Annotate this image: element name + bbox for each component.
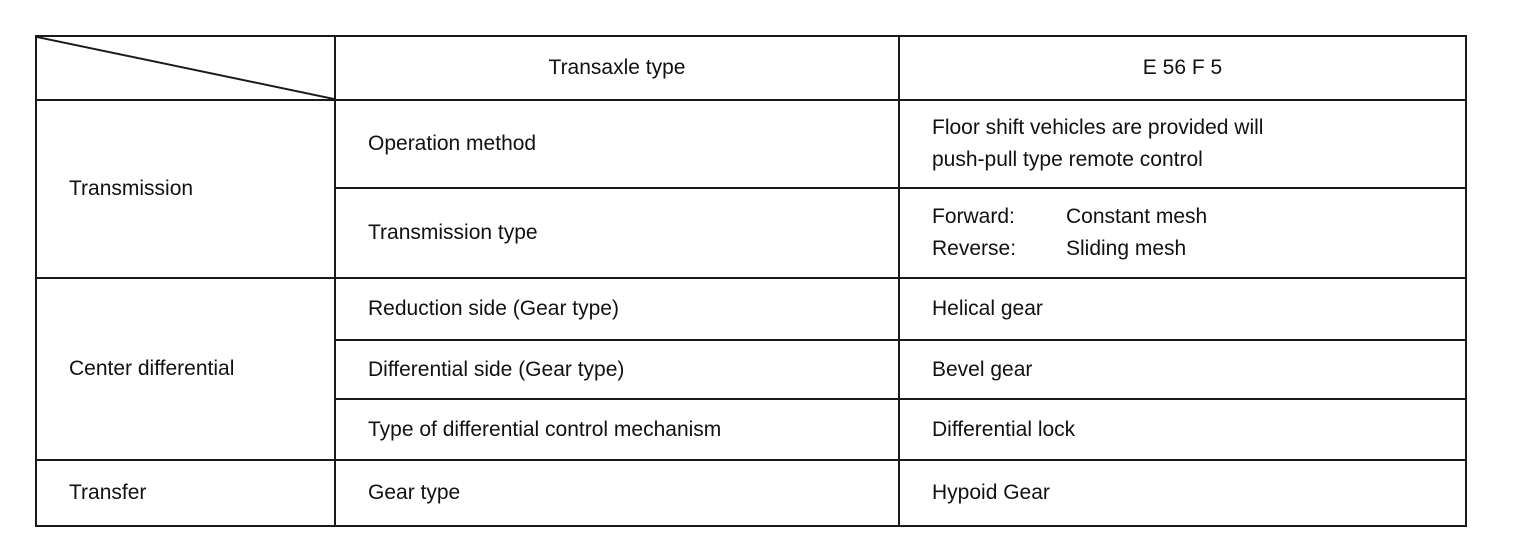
header-transaxle-type: Transaxle type	[335, 36, 899, 100]
reverse-key: Reverse:	[932, 237, 1017, 260]
row-label-differential-side: Differential side (Gear type)	[335, 340, 899, 399]
row-value-reduction-side: Helical gear	[899, 278, 1466, 340]
row-label-transfer-gear: Gear type	[335, 460, 899, 526]
table-row	[36, 278, 1466, 340]
group-transmission: Transmission	[36, 100, 335, 278]
reverse-pair	[932, 233, 1465, 265]
forward-value: Constant mesh	[1066, 205, 1208, 228]
row-label-transmission-type: Transmission type	[335, 188, 899, 278]
table-row	[36, 100, 1466, 188]
forward-pair	[932, 201, 1465, 233]
table-row	[36, 460, 1466, 526]
value-line: push-pull type remote control	[932, 148, 1203, 171]
value-line: Floor shift vehicles are provided will	[932, 116, 1264, 139]
row-label-reduction-side: Reduction side (Gear type)	[335, 278, 899, 340]
row-value-differential-side: Bevel gear	[899, 340, 1466, 399]
row-value-differential-control: Differential lock	[899, 399, 1466, 460]
diagonal-line	[37, 37, 334, 99]
group-transfer: Transfer	[36, 460, 335, 526]
row-label-operation-method: Operation method	[335, 100, 899, 188]
row-value-transmission-type	[899, 188, 1466, 278]
group-center-differential: Center differential	[36, 278, 335, 460]
forward-key: Forward:	[932, 205, 1015, 228]
header-model-code: E 56 F 5	[899, 36, 1466, 100]
corner-cell	[36, 36, 335, 100]
row-label-differential-control: Type of differential control mechanism	[335, 399, 899, 460]
header-row	[36, 36, 1466, 100]
specification-table	[35, 35, 1467, 527]
row-value-transfer-gear: Hypoid Gear	[899, 460, 1466, 526]
row-value-operation-method	[899, 100, 1466, 188]
reverse-value: Sliding mesh	[1066, 237, 1187, 260]
